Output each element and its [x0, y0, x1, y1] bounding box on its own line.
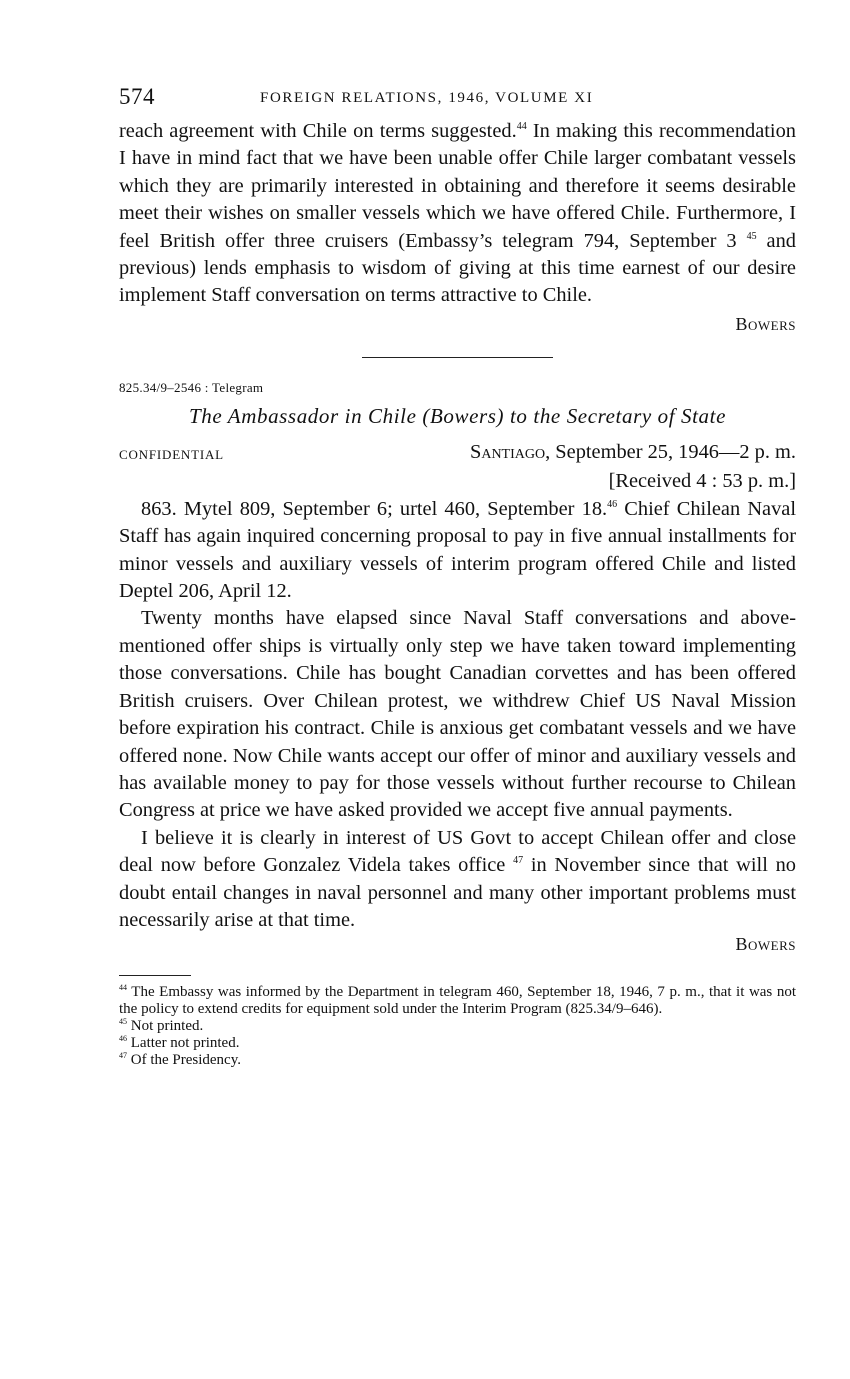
place-name: Santiago [470, 440, 546, 463]
page-number: 574 [119, 84, 155, 109]
paragraph-i-believe-text-a: I believe it is clearly in interest of US Govt to accept Chilean offer and close deal now before Gonzalez Videla takes office [119, 826, 796, 877]
footnote-divider [119, 975, 191, 976]
paragraph-i-believe-text-b: in November since that will no doubt entail changes in naval personnel and many other important problems must necessarily arise at that time. [119, 854, 796, 931]
paragraph-863 [119, 496, 796, 606]
footnote-44 [119, 984, 796, 1018]
date-time: , September 25, 1946—2 p. m. [545, 440, 796, 463]
continuation-paragraph [119, 118, 796, 310]
signature-bowers-1: Bowers [735, 313, 796, 334]
footnote-ref-47: 47 [513, 855, 524, 867]
footnotes [119, 984, 796, 1069]
footnote-number: 47 [119, 1051, 127, 1061]
paragraph-twenty-months: Twenty months have elapsed since Naval Staff conversations and above-mentioned offer ships is virtually only step we have taken toward implementing those conversations. Chile has bought Canadian corvettes and has been offered British cruisers. Over Chilean protest, we withdrew Chief US Naval Mission before expiration his contract. Chile is anxious get combatant vessels and we have offered none. Now Chile wants accept our offer of minor and auxiliary vessels and has available money to pay for those vessels without further recourse to Chilean Congress at price we have asked provided we accept five annual payments. [119, 607, 796, 822]
paragraph-i-believe [119, 825, 796, 935]
place-date [470, 441, 796, 464]
received-time: [Received 4 : 53 p. m.] [608, 469, 796, 492]
continuation-text-1: reach agreement with Chile on terms suggested. [119, 120, 517, 142]
footnote-ref-45: 45 [746, 230, 757, 242]
continuation-text-3: and previous) lends emphasis to wisdom of giving at this time earnest of our desire implement Staff conversation on terms attractive to Chile. [119, 229, 796, 307]
running-head-title: FOREIGN RELATIONS, 1946, VOLUME XI [260, 90, 594, 106]
file-number: 825.34/9–2546 : Telegram [119, 379, 264, 395]
continuation-text-2: In making this recommendation I have in mind fact that we have been unable offer Chile larger combatant vessels which they are primarily interested in obtaining and therefore it seems desirable meet their wishes on smaller vessels which we have offered Chile. Furthermore, I feel British offer three cruisers (Embassy’s telegram 794, September 3 [119, 120, 796, 252]
footnote-number: 45 [119, 1017, 127, 1027]
document-title: The Ambassador in Chile (Bowers) to the Secretary of State [189, 403, 726, 428]
signature-bowers-2: Bowers [735, 934, 796, 955]
footnote-45 [119, 1018, 796, 1035]
paragraph-863-text-a: 863. Mytel 809, September 6; urtel 460, September 18. [141, 497, 608, 520]
footnote-number: 44 [119, 983, 127, 993]
dateline [119, 441, 796, 469]
footnote-number: 46 [119, 1034, 127, 1044]
footnote-text: Latter not printed. [127, 1035, 240, 1052]
page [119, 84, 796, 1069]
footnote-47 [119, 1052, 796, 1069]
footnote-ref-46: 46 [607, 498, 618, 510]
classification: CONFIDENTIAL [119, 446, 224, 462]
footnote-text: Not printed. [127, 1018, 204, 1035]
running-head [119, 84, 796, 118]
footnote-46 [119, 1035, 796, 1052]
footnote-text: Of the Presidency. [127, 1052, 241, 1069]
footnote-text: The Embassy was informed by the Department in telegram 460, September 18, 1946, 7 p. m., that it was not the policy to extend credits for equipment sold under the Interim Program (825.34/9–646). [119, 984, 796, 1018]
footnote-ref-44: 44 [516, 121, 527, 132]
section-divider [362, 357, 553, 358]
paragraph-863-text-b: Chief Chilean Naval Staff has again inquired concerning proposal to pay in five annual installments for minor vessels and auxiliary vessels of interim program offered Chile and listed Deptel 206, April 12. [119, 497, 797, 603]
